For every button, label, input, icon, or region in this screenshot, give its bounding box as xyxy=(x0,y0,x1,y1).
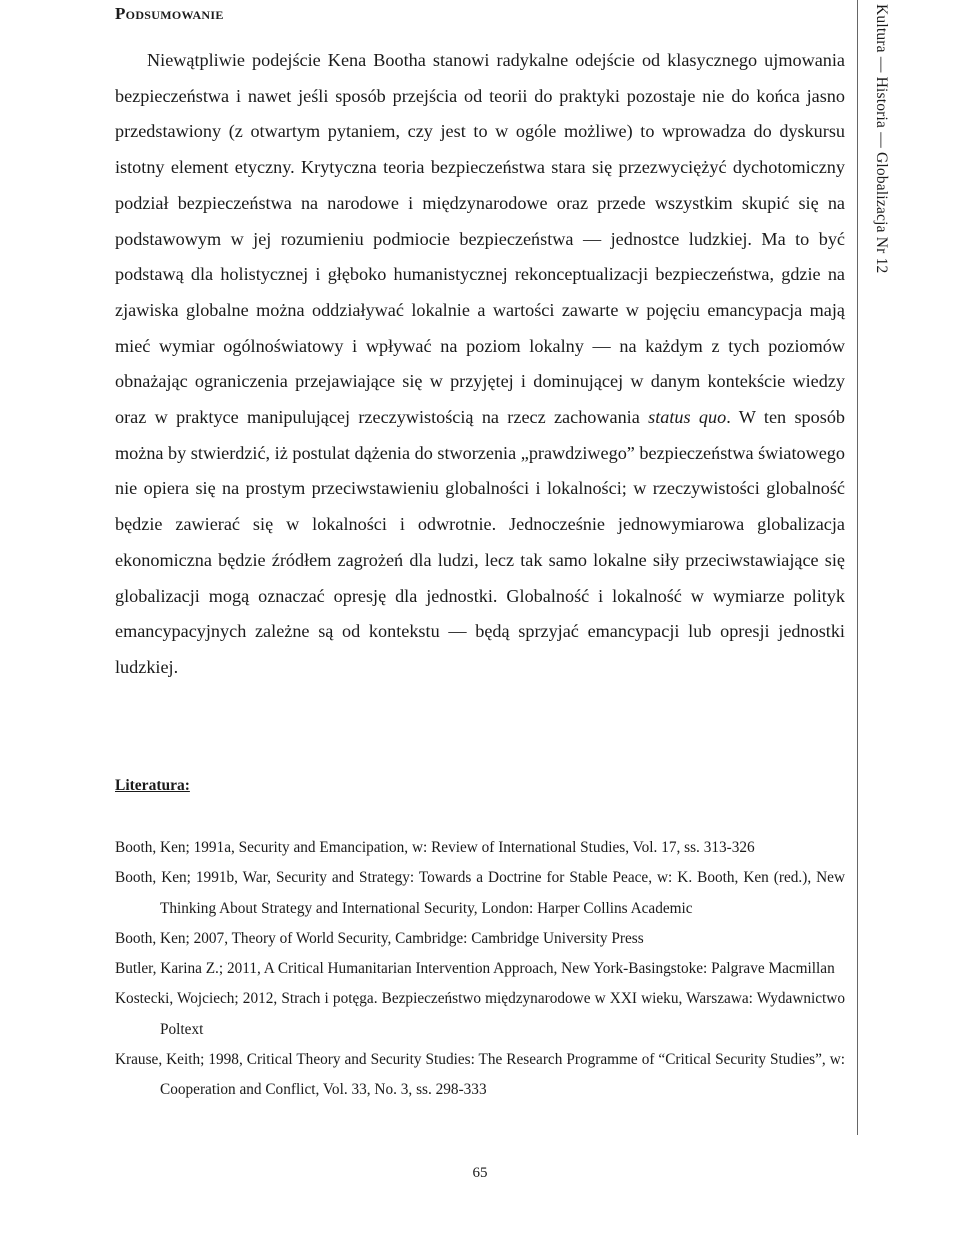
literature-heading: Literatura: xyxy=(115,777,190,794)
page-number: 65 xyxy=(472,1165,488,1181)
status-quo-emphasis: status quo xyxy=(648,407,727,428)
summary-text-part-2: . W ten sposób można by stwierdzić, iż postulat dążenia do stworzenia „prawdziwego” bezpieczeństwa światowego nie opiera się na prostym przeciwstawieniu globalności i lokalności; w rzeczywistości globalność będzie zawierać się w lokalności i odwrotnie. Jednocześnie jednowymiarowa globalizacja ekonomiczna będzie źródłem zagrożeń dla ludzi, lecz tak samo lokalne siły przeciwstawiające się globalizacji mogą oznaczać opresję dla jednostki. Globalność i lokalność w wymiarze polityk emancypacyjnych zależne są od kontekstu — będą sprzyjać emancypacji lub opresji jednostki ludzkiej. xyxy=(115,407,846,677)
reference-item: Butler, Karina Z.; 2011, A Critical Humanitarian Intervention Approach, New York-Basingstoke: Palgrave Macmillan xyxy=(115,960,835,978)
reference-item: Booth, Ken; 2007, Theory of World Security, Cambridge: Cambridge University Press xyxy=(115,929,644,947)
running-title: Kultura — Historia — Globalizacja Nr 12 xyxy=(873,4,890,274)
reference-item: Krause, Keith; 1998, Critical Theory and Security Studies: The Research Programme of “Critical Security Studies”, w: Cooperation and Conflict, Vol. 33, No. 3, ss. 298-333 xyxy=(115,1051,845,1099)
side-divider xyxy=(857,0,858,1135)
summary-paragraph xyxy=(115,43,845,686)
summary-text-part-1: Niewątpliwie podejście Kena Bootha stanowi radykalne odejście od klasycznego ujmowania bezpieczeństwa i nawet jeśli sposób przejścia od teorii do praktyki pozostaje nie do końca jasno przedstawiony (z otwartym pytaniem, czy jest to w ogóle możliwe) to wprowadza do dyskursu istotny element etyczny. Krytyczna teoria bezpieczeństwa stara się przezwyciężyć dychotomiczny podział bezpieczeństwa na narodowe i międzynarodowe oraz przede wszystkim skupić się na podstawowym w jej rozumieniu podmiocie bezpieczeństwa — jednostce ludzkiej. Ma to być podstawą dla holistycznej i głęboko humanistycznej rekonceptualizacji bezpieczeństwa, gdzie na zjawiska globalne można oddziaływać lokalnie a wartości zawarte w pojęciu emancypacja mają mieć wymiar ogólnoświatowy i wpływać na poziom lokalny — na każdym z tych poziomów obnażając ograniczenia przejawiające się w przyjętej i dominującej w danym kontekście wiedzy oraz w praktyce manipulującej rzeczywistością na rzecz zachowania xyxy=(115,50,845,428)
section-heading: Podsumowanie xyxy=(115,4,224,23)
reference-item: Booth, Ken; 1991b, War, Security and Strategy: Towards a Doctrine for Stable Peace, w: K. Booth, Ken (red.), New Thinking About Strategy and International Security, London: Harper Collins Academic xyxy=(115,869,845,917)
references-list xyxy=(115,833,845,1106)
reference-item: Kostecki, Wojciech; 2012, Strach i potęga. Bezpieczeństwo międzynarodowe w XXI wieku, Warszawa: Wydawnictwo Poltext xyxy=(115,990,845,1038)
reference-item: Booth, Ken; 1991a, Security and Emancipation, w: Review of International Studies, Vol. 17, ss. 313-326 xyxy=(115,839,755,856)
